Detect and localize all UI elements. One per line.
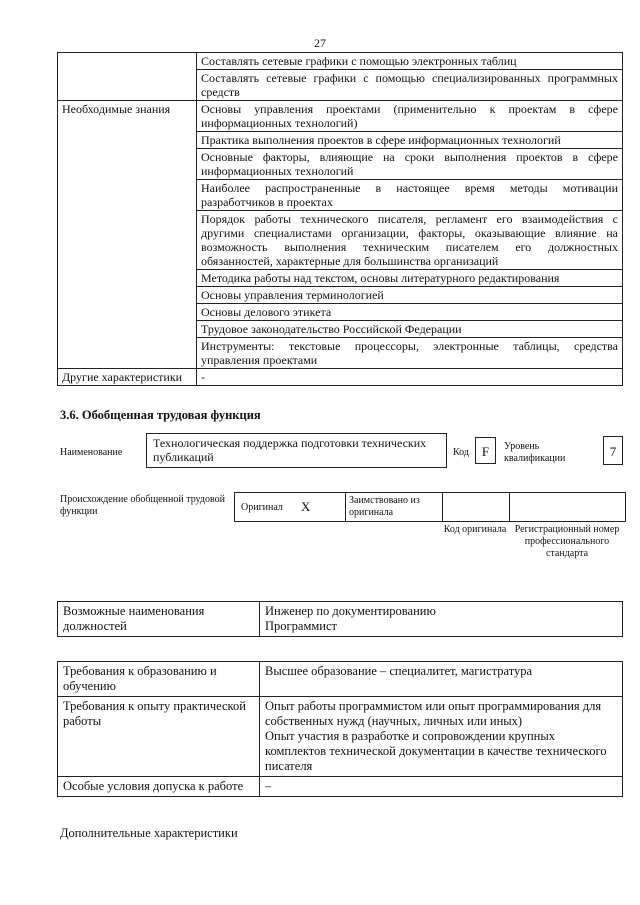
- code-value: F: [475, 437, 496, 464]
- table-cell: Инструменты: текстовые процессоры, электронные таблицы, средства управления проектами: [197, 338, 623, 369]
- table-row: [58, 369, 623, 386]
- row-label: Возможные наименования должностей: [58, 602, 260, 637]
- section-title: 3.6. Обобщенная трудовая функция: [60, 408, 261, 422]
- table-row: [58, 101, 623, 132]
- table-cell: Основы управления терминологией: [197, 287, 623, 304]
- level-label: Уровень квалификации: [504, 441, 566, 464]
- table-row: [58, 53, 623, 70]
- table-cell: Основные факторы, влияющие на сроки выполнения проектов в сфере информационных технологий: [197, 149, 623, 180]
- table-cell: –: [260, 777, 623, 797]
- caption-registration: Регистрационный номер профессионального стандарта: [514, 524, 620, 559]
- borrowed-label: Заимствовано из оригинала: [349, 495, 420, 518]
- requirement-item: Опыт участия в разработке и сопровождении крупных комплектов технической документации в качестве технического писателя: [265, 729, 607, 773]
- table-cell: -: [197, 369, 623, 386]
- positions-table: [57, 601, 623, 637]
- name-value: Технологическая поддержка подготовки технических публикаций: [146, 433, 447, 468]
- name-label: Наименование: [60, 447, 123, 458]
- table-cell: Наиболее распространенные в настоящее время методы мотивации разработчиков в проектах: [197, 180, 623, 211]
- table-row: [58, 602, 623, 637]
- additional-title: Дополнительные характеристики: [60, 826, 238, 840]
- table-cell: Практика выполнения проектов в сфере информационных технологий: [197, 132, 623, 149]
- origin-box: [234, 492, 626, 522]
- table-cell: Составлять сетевые графики с помощью электронных таблиц: [197, 53, 623, 70]
- caption-code: Код оригинала: [443, 524, 507, 535]
- position-item: Программист: [265, 619, 337, 633]
- row-label: Требования к образованию и обучению: [58, 662, 260, 697]
- page-number: 27: [314, 36, 326, 50]
- table-row: [58, 777, 623, 797]
- table-cell: Трудовое законодательство Российской Федерации: [197, 321, 623, 338]
- knowledge-table: [57, 52, 623, 386]
- requirements-table: [57, 661, 623, 797]
- origin-label: Происхождение обобщенной трудовой функции: [60, 494, 226, 517]
- table-cell: Основы управления проектами (применительно к проектам в сфере информационных технологий): [197, 101, 623, 132]
- table-cell: Составлять сетевые графики с помощью специализированных программных средств: [197, 70, 623, 101]
- original-mark: X: [301, 499, 311, 514]
- divider: [345, 493, 346, 521]
- divider: [509, 493, 510, 521]
- requirement-item: Опыт работы программистом или опыт программирования для собственных нужд (научных, личных или иных): [265, 699, 602, 728]
- row-label: Другие характеристики: [58, 369, 197, 386]
- row-label: Необходимые знания: [58, 101, 197, 369]
- table-cell: Порядок работы технического писателя, регламент его взаимодействия с другими специалистами организации, факторы, оказывающие влияние на возможность выполнения техническим писателем его должностных обязанностей, характерные для большинства организаций: [197, 211, 623, 270]
- table-cell: Основы делового этикета: [197, 304, 623, 321]
- row-label: Особые условия допуска к работе: [58, 777, 260, 797]
- table-cell: [260, 697, 623, 777]
- row-label: [58, 53, 197, 101]
- table-cell: Методика работы над текстом, основы литературного редактирования: [197, 270, 623, 287]
- table-row: [58, 697, 623, 777]
- table-row: [58, 662, 623, 697]
- code-label: Код: [453, 447, 469, 458]
- table-cell: [260, 602, 623, 637]
- table-cell: Высшее образование – специалитет, магистратура: [260, 662, 623, 697]
- row-label: Требования к опыту практической работы: [58, 697, 260, 777]
- original-label: Оригинал: [241, 502, 283, 513]
- divider: [442, 493, 443, 521]
- level-value: 7: [603, 436, 623, 465]
- position-item: Инженер по документированию: [265, 604, 436, 618]
